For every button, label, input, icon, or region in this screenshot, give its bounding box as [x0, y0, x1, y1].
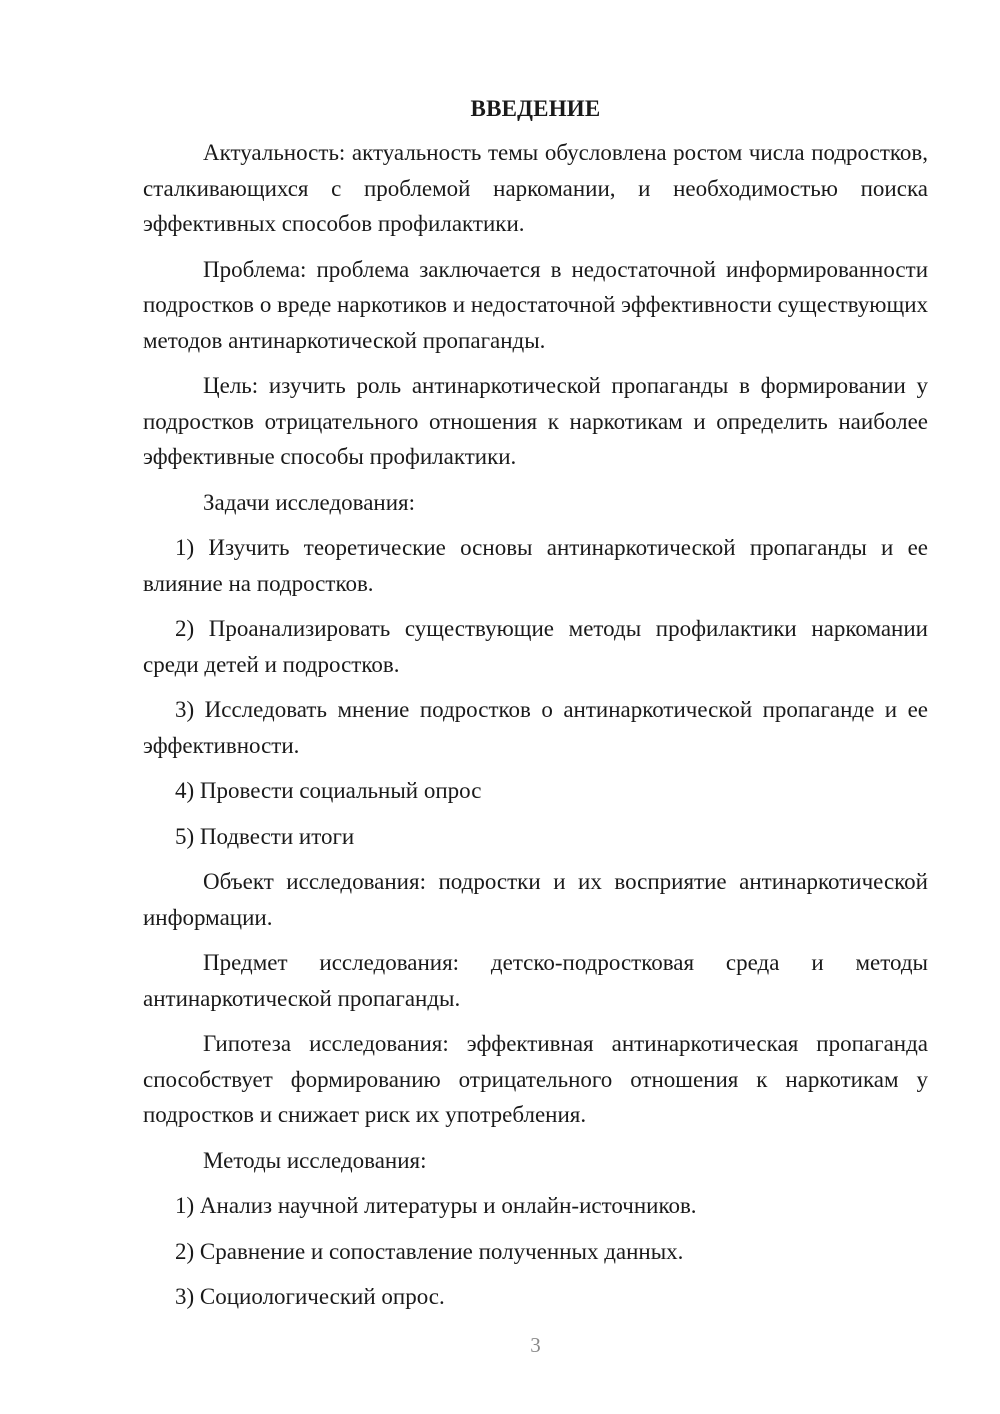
task-item-3: 3) Исследовать мнение подростков о антинаркотической пропаганде и ее эффективности.	[143, 697, 928, 758]
page-content	[143, 93, 928, 1325]
section-heading: ВВЕДЕНИЕ	[470, 96, 601, 121]
task-item-2: 2) Проанализировать существующие методы профилактики наркомании среди детей и подростков.	[143, 616, 928, 677]
page-number: 3	[530, 1333, 541, 1357]
method-item-2: 2) Сравнение и сопоставление полученных данных.	[175, 1238, 684, 1264]
paragraph-hypothesis: Гипотеза исследования: эффективная антинаркотическая пропаганда способствует формированию отрицательного отношения к наркотикам у подростков и снижает риск их употребления.	[143, 1031, 928, 1127]
method-item-1: 1) Анализ научной литературы и онлайн-источников.	[175, 1193, 697, 1218]
task-item-1: 1) Изучить теоретические основы антинаркотической пропаганды и ее влияние на подростков.	[143, 535, 928, 596]
paragraph-goal: Цель: изучить роль антинаркотической пропаганды в формировании у подростков отрицательного отношения к наркотикам и определить наиболее эффективные способы профилактики.	[143, 373, 928, 469]
task-item-5: 5) Подвести итоги	[175, 823, 355, 849]
task-item-4: 4) Провести социальный опрос	[175, 778, 482, 803]
paragraph-tasks-title: Задачи исследования:	[203, 489, 416, 515]
paragraph-relevance: Актуальность: актуальность темы обусловлена ростом числа подростков, сталкивающихся с проблемой наркомании, и необходимостью поиска эффективных способов профилактики.	[143, 140, 928, 236]
paragraph-methods-title: Методы исследования:	[203, 1147, 427, 1173]
paragraph-subject: Предмет исследования: детско-подростковая среда и методы антинаркотической пропаганды.	[143, 950, 928, 1011]
method-item-3: 3) Социологический опрос.	[175, 1284, 445, 1309]
paragraph-problem: Проблема: проблема заключается в недостаточной информированности подростков о вреде наркотиков и недостаточной эффективности существующих методов антинаркотической пропаганды.	[143, 256, 928, 353]
paragraph-object: Объект исследования: подростки и их восприятие антинаркотической информации.	[143, 869, 928, 930]
